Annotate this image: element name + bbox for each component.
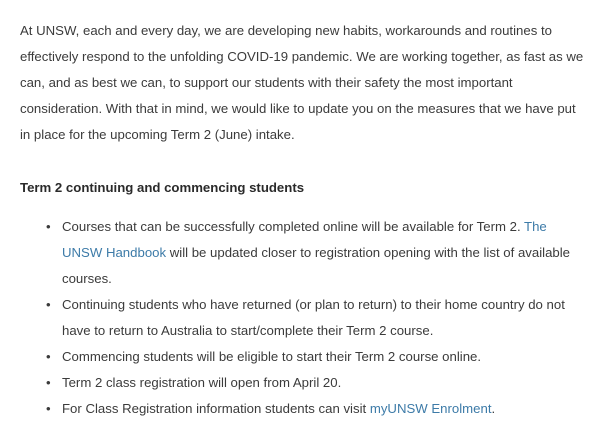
list-item-text: For Class Registration information students can visit myUNSW Enrolment.: [62, 401, 496, 416]
list-item-text: Commencing students will be eligible to start their Term 2 course online.: [62, 349, 482, 364]
bullet-marker: •: [46, 375, 51, 390]
list-item: [20, 344, 584, 370]
list-item: [20, 396, 584, 422]
bullet-marker: •: [46, 401, 51, 416]
section-heading: Term 2 continuing and commencing students: [20, 180, 305, 195]
bullet-marker: •: [46, 297, 51, 312]
bullet-marker: •: [46, 349, 51, 364]
intro-paragraph: At UNSW, each and every day, we are developing new habits, workarounds and routines to effectively respond to the unfolding COVID-19 pandemic. We are working together, as fast as we can, and as best we can, to support our students with their safety the most important consideration. With that in mind, we would like to update you on the measures that we have put in place for the upcoming Term 2 (June) intake.: [20, 23, 584, 142]
bullet-marker: •: [46, 219, 51, 234]
inline-link[interactable]: myUNSW Enrolment: [369, 401, 492, 416]
list-item-text: Continuing students who have returned (or plan to return) to their home country do not have to return to Australia to start/complete their Term 2 course.: [62, 297, 565, 338]
inline-link[interactable]: The UNSW Handbook: [62, 219, 547, 260]
bullet-list: [20, 214, 584, 422]
list-item: [20, 370, 584, 396]
list-item-text: Courses that can be successfully completed online will be available for Term 2. The UNSW Handbook will be updated closer to registration opening with the list of available courses.: [62, 219, 570, 286]
list-item: [20, 214, 584, 292]
list-item-text: Term 2 class registration will open from April 20.: [62, 375, 342, 390]
list-item: [20, 292, 584, 344]
